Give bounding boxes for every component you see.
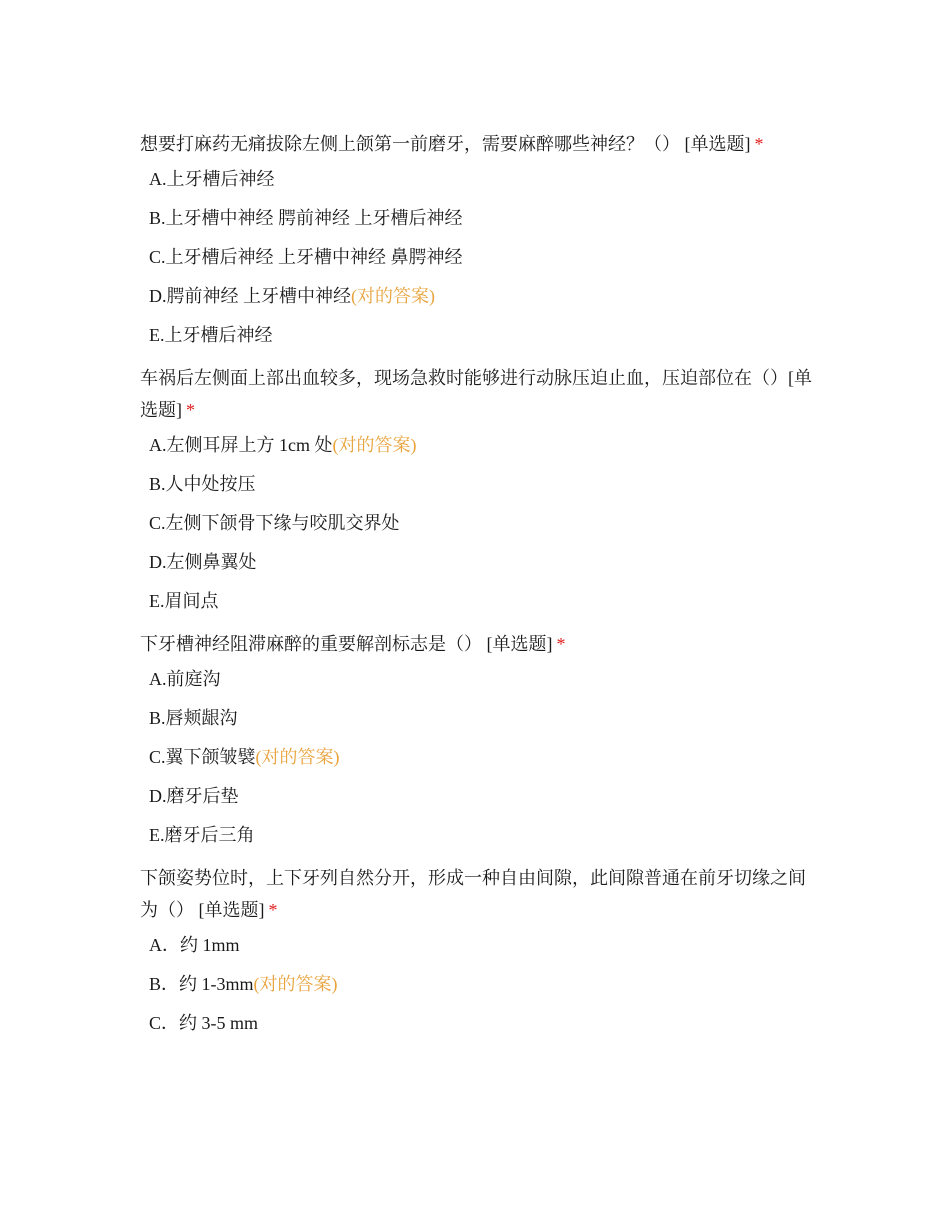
option-text: E.磨牙后三角 — [149, 825, 255, 845]
correct-answer-mark: (对的答案) — [332, 435, 417, 455]
option-b — [149, 471, 820, 498]
question-stem — [140, 628, 820, 660]
option-text: A.前庭沟 — [149, 669, 221, 689]
option-text: E.眉间点 — [149, 591, 219, 611]
option-text: C．约 3-5 mm — [149, 1013, 259, 1033]
question-stem-text: 想要打麻药无痛拔除左侧上颌第一前磨牙，需要麻醉哪些神经？（） [单选题] — [140, 134, 751, 154]
option-b — [149, 705, 820, 732]
option-text: B.人中处按压 — [149, 474, 256, 494]
option-e — [149, 322, 820, 349]
question-stem-text: 车祸后左侧面上部出血较多，现场急救时能够进行动脉压迫止血，压迫部位在（）[单选题] — [140, 368, 812, 420]
question-stem — [140, 362, 820, 426]
option-b — [149, 205, 820, 232]
option-text: B．约 1-3mm — [149, 974, 254, 994]
option-c — [149, 510, 820, 537]
option-text: C.上牙槽后神经 上牙槽中神经 鼻腭神经 — [149, 247, 463, 267]
option-text: E.上牙槽后神经 — [149, 325, 273, 345]
option-a — [149, 932, 820, 959]
question-2 — [140, 362, 820, 615]
option-text: D.左侧鼻翼处 — [149, 552, 257, 572]
option-a — [149, 166, 820, 193]
option-text: C.左侧下颌骨下缘与咬肌交界处 — [149, 513, 400, 533]
question-stem — [140, 862, 820, 926]
option-c — [149, 1010, 820, 1037]
option-a — [149, 432, 820, 459]
option-d — [149, 783, 820, 810]
question-stem — [140, 128, 820, 160]
option-d — [149, 283, 820, 310]
correct-answer-mark: (对的答案) — [253, 974, 338, 994]
option-text: A.上牙槽后神经 — [149, 169, 275, 189]
option-c — [149, 744, 820, 771]
required-asterisk: * — [186, 400, 195, 420]
option-e — [149, 822, 820, 849]
question-stem-text: 下颌姿势位时，上下牙列自然分开，形成一种自由间隙，此间隙普通在前牙切缘之间为（） [单选题] — [140, 868, 806, 920]
question-stem-text: 下牙槽神经阻滞麻醉的重要解剖标志是（） [单选题] — [140, 634, 553, 654]
option-text: D.腭前神经 上牙槽中神经 — [149, 286, 351, 306]
correct-answer-mark: (对的答案) — [351, 286, 435, 306]
option-a — [149, 666, 820, 693]
option-text: A．约 1mm — [149, 935, 240, 955]
correct-answer-mark: (对的答案) — [255, 747, 340, 767]
option-text: D.磨牙后垫 — [149, 786, 239, 806]
option-text: C.翼下颌皱襞 — [149, 747, 256, 767]
required-asterisk: * — [556, 634, 566, 654]
option-d — [149, 549, 820, 576]
option-c — [149, 244, 820, 271]
option-e — [149, 588, 820, 615]
required-asterisk: * — [754, 134, 764, 154]
question-3 — [140, 628, 820, 849]
required-asterisk: * — [268, 900, 278, 920]
option-text: B.上牙槽中神经 腭前神经 上牙槽后神经 — [149, 208, 463, 228]
question-4 — [140, 862, 820, 1037]
question-1 — [140, 128, 820, 349]
question-list — [140, 128, 820, 1050]
option-text: A.左侧耳屏上方 1cm 处 — [149, 435, 333, 455]
option-b — [149, 971, 820, 998]
option-text: B.唇颊龈沟 — [149, 708, 238, 728]
